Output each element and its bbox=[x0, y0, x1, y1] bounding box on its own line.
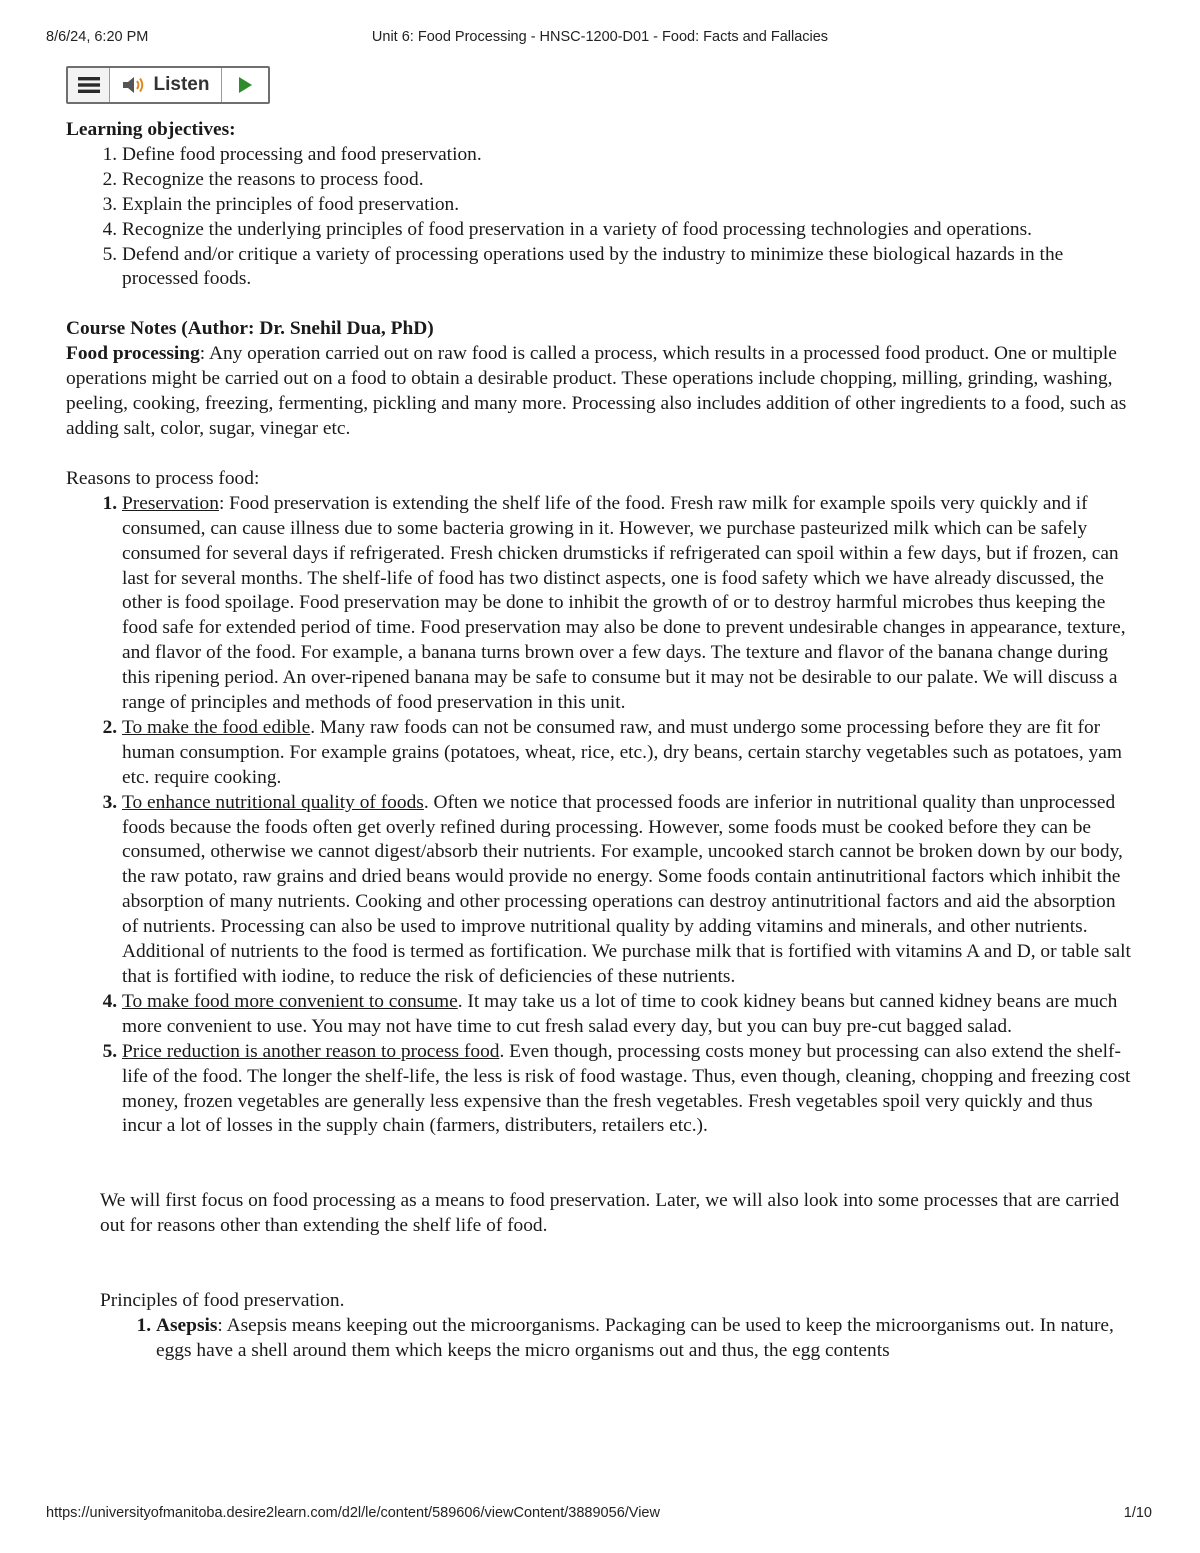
objective-item: 4. Recognize the underlying principles of food preservation in a variety of food processing technologies and operations. bbox=[122, 218, 1136, 243]
objective-item: 1. Define food processing and food preservation. bbox=[122, 143, 1136, 168]
reason-title: Price reduction is another reason to process food bbox=[122, 1040, 500, 1062]
reason-title: To enhance nutritional quality of foods bbox=[122, 791, 424, 813]
print-title: Unit 6: Food Processing - HNSC-1200-D01 - Food: Facts and Fallacies bbox=[371, 29, 829, 45]
focus-paragraph: We will first focus on food processing as a means to food preservation. Later, we will also look into some processes that are carried out for reasons other than extending the shelf life of food. bbox=[100, 1190, 1120, 1237]
page-content bbox=[66, 118, 1136, 1364]
definition-term: Food processing bbox=[66, 343, 200, 365]
reason-title: To make food more convenient to consume bbox=[122, 990, 458, 1012]
principle-title: Asepsis bbox=[156, 1315, 218, 1337]
print-header bbox=[0, 29, 1200, 49]
list-item: 4. To make food more convenient to consume. It may take us a lot of time to cook kidney beans but canned kidney beans are much more convenient to use. You may not have time to cut fresh salad every day, but you can buy pre-cut bagged salad. bbox=[122, 990, 1136, 1040]
indented-section bbox=[66, 1189, 1136, 1364]
course-notes-heading: Course Notes (Author: Dr. Snehil Dua, PhD) bbox=[66, 318, 434, 340]
play-icon bbox=[237, 76, 253, 94]
print-datetime: 8/6/24, 6:20 PM bbox=[46, 29, 149, 45]
speaker-icon bbox=[122, 75, 148, 95]
principles-intro: Principles of food preservation. bbox=[100, 1290, 345, 1312]
listen-toolbar bbox=[66, 66, 270, 104]
page-number: 1/10 bbox=[1123, 1505, 1152, 1521]
list-item: 3. To enhance nutritional quality of foods. Often we notice that processed foods are inferior in nutritional quality than unprocessed foods because the foods often get overly refined during processing. However, some foods must be cooked before they can be consumed, otherwise we cannot digest/absorb their nutrients. For example, uncooked starch cannot be broken down by our body, the raw potato, raw grains and dried beans would provide no energy. Some foods contain antinutritional factors which inhibit the absorption of many nutrients. Cooking and other processing operations can destroy antinutritional factors and aid the absorption of nutrients. Processing can also be used to improve nutritional quality by adding vitamins and minerals, and other nutrients. Additional of nutrients to the food is termed as fortification. We purchase milk that is fortified with vitamins A and D, or table salt that is fortified with iodine, to reduce the risk of deficiencies of these nutrients. bbox=[122, 791, 1136, 990]
objective-item: 2. Recognize the reasons to process food. bbox=[122, 168, 1136, 193]
reason-title: Preservation bbox=[122, 492, 219, 514]
objectives-heading: Learning objectives: bbox=[66, 119, 236, 140]
listen-button[interactable] bbox=[110, 68, 222, 102]
list-item: 2. To make the food edible. Many raw foods can not be consumed raw, and must undergo some processing before they are fit for human consumption. For example grains (potatoes, wheat, rice, etc.), dry beans, certain starchy vegetables such as potatoes, yam etc. require cooking. bbox=[122, 716, 1136, 791]
principles-list bbox=[100, 1314, 1136, 1364]
objective-item: 5. Defend and/or critique a variety of processing operations used by the industry to minimize these biological hazards in the processed foods. bbox=[122, 243, 1136, 293]
definition-text: : Any operation carried out on raw food is called a process, which results in a processed food product. One or multiple operations might be carried out on a food to obtain a desirable product. These operations include chopping, milling, grinding, washing, peeling, cooking, freezing, fermenting, pickling and many more. Processing also includes addition of other ingredients to a food, such as adding salt, color, sugar, vinegar etc. bbox=[66, 343, 1127, 439]
objective-item: 3. Explain the principles of food preservation. bbox=[122, 193, 1136, 218]
play-button[interactable] bbox=[222, 68, 268, 102]
print-footer bbox=[0, 1505, 1200, 1525]
objectives-list bbox=[66, 143, 1136, 292]
listen-menu-button[interactable] bbox=[68, 68, 110, 102]
listen-label: Listen bbox=[153, 74, 210, 95]
page-url: https://universityofmanitoba.desire2learn.com/d2l/le/content/589606/viewContent/3889056/View bbox=[46, 1505, 660, 1521]
list-item: 1. Asepsis: Asepsis means keeping out the microorganisms. Packaging can be used to keep the microorganisms out. In nature, eggs have a shell around them which keeps the micro organisms out and thus, the egg contents bbox=[156, 1314, 1136, 1364]
reasons-list bbox=[66, 492, 1136, 1140]
list-item: 1. Preservation: Food preservation is extending the shelf life of the food. Fresh raw milk for example spoils very quickly and if consumed, can cause illness due to some bacteria growing in it. However, we purchase pasteurized milk which can be safely consumed for several days if refrigerated. Fresh chicken drumsticks if refrigerated can spoil within a few days, but if frozen, can last for several months. The shelf-life of food has two distinct aspects, one is food safety which we have already discussed, the other is food spoilage. Food preservation may be done to inhibit the growth of or to destroy harmful microbes thus keeping the food safe for extended period of time. Food preservation may also be done to prevent undesirable changes in appearance, texture, and flavor of the food. For example, a banana turns brown over a few days. The texture and flavor of the banana change during this ripening period. An over-ripened banana may be safe to consume but it may not be desirable to our palate. We will discuss a range of principles and methods of food preservation in this unit. bbox=[122, 492, 1136, 716]
reason-title: To make the food edible bbox=[122, 716, 311, 738]
food-processing-definition bbox=[66, 342, 1136, 442]
hamburger-menu-icon bbox=[78, 76, 100, 94]
list-item: 5. Price reduction is another reason to process food. Even though, processing costs money but processing can also extend the shelf-life of the food. The longer the shelf-life, the less is risk of food wastage. Thus, even though, cleaning, chopping and freezing cost money, frozen vegetables are generally less expensive than the fresh vegetables. Fresh vegetables spoil very quickly and thus incur a lot of losses in the supply chain (farmers, distributers, retailers etc.). bbox=[122, 1040, 1136, 1140]
reasons-intro: Reasons to process food: bbox=[66, 467, 260, 489]
